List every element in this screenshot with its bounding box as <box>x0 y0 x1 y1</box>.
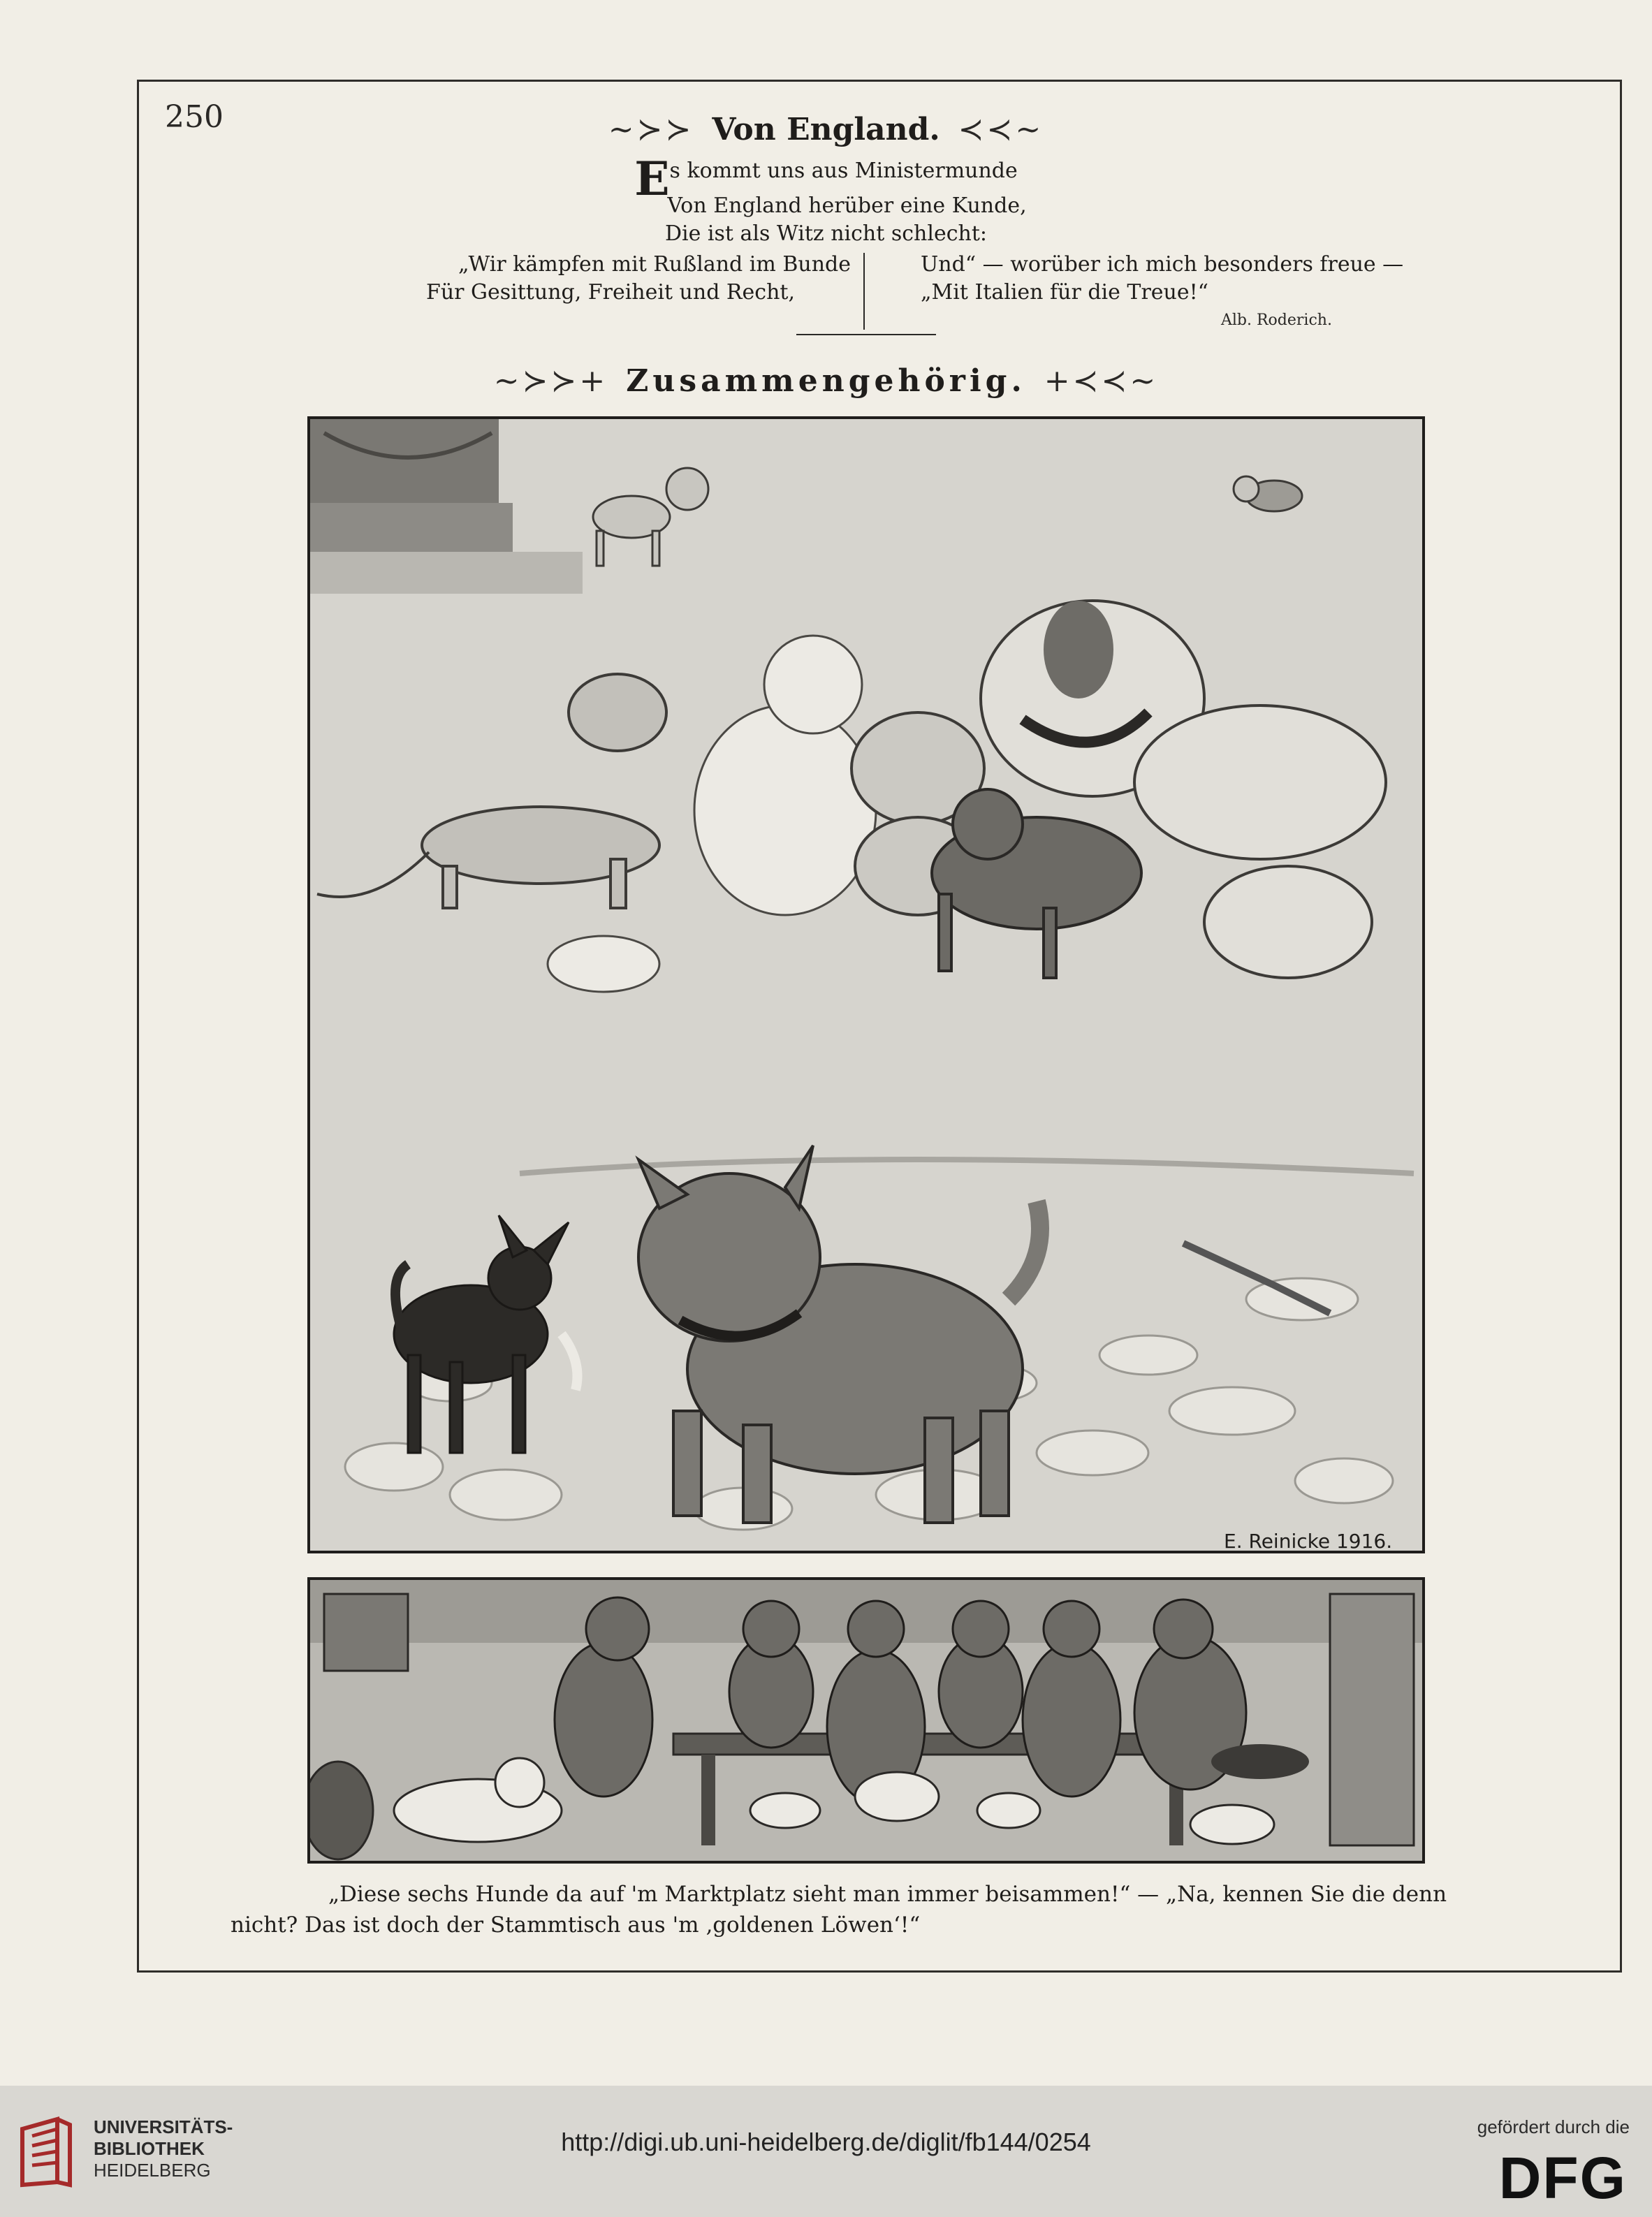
stammtisch-drawing <box>310 1580 1422 1861</box>
section-rule <box>796 334 936 335</box>
stammtisch-illustration <box>307 1577 1425 1864</box>
column-divider <box>863 253 865 330</box>
poem-right-col-2: „Mit Italien für die Treue!“ <box>921 280 1209 305</box>
poem-line-1-text: s kommt uns aus Ministermunde <box>669 159 1018 183</box>
cartoon-title-line <box>0 363 1652 399</box>
library-name-line3: HEIDELBERG <box>94 2160 211 2181</box>
library-footer <box>0 2086 1652 2217</box>
poem-right-col-1: Und“ — worüber ich mich besonders freue — <box>921 252 1404 277</box>
caption-line-1: „Diese sechs Hunde da auf 'm Marktplatz sieht man immer beisammen!“ — „Na, kennen Sie die denn <box>328 1882 1447 1907</box>
caption-line-2: nicht? Das ist doch der Stammtisch aus 'm ‚goldenen Löwen‘!“ <box>231 1912 921 1938</box>
artist-signature: E. Reinicke 1916. <box>1224 1530 1393 1553</box>
ornament-right: ≺≺~ <box>958 112 1044 147</box>
page-number: 250 <box>165 99 224 135</box>
ornament-right: +≺≺~ <box>1044 363 1159 399</box>
ornament-left: ~≻≻+ <box>493 363 608 399</box>
digital-url-link[interactable]: http://digi.ub.uni-heidelberg.de/diglit/fb144/0254 <box>561 2128 1091 2156</box>
dogs-drawing <box>310 419 1422 1551</box>
library-name-line2: BIBLIOTHEK <box>94 2138 205 2159</box>
poem-line-2: Von England herüber eine Kunde, <box>667 193 1027 218</box>
ornament-left: ~≻≻ <box>608 112 694 147</box>
funding-label: gefördert durch die <box>1477 2116 1630 2137</box>
library-name-line1: UNIVERSITÄTS- <box>94 2116 233 2137</box>
drop-initial: E <box>634 152 670 206</box>
poem-title: Von England. <box>712 112 940 147</box>
dogs-illustration <box>307 416 1425 1553</box>
poem-author: Alb. Roderich. <box>1221 312 1332 329</box>
poem-title-line <box>0 112 1652 147</box>
poem-left-col-1: „Wir kämpfen mit Rußland im Bunde <box>458 252 851 277</box>
dfg-logo[interactable]: DFG <box>1498 2145 1627 2211</box>
cartoon-title: Zusammengehörig. <box>626 363 1026 399</box>
poem-line-3: Die ist als Witz nicht schlecht: <box>664 221 987 246</box>
poem-left-col-2: Für Gesittung, Freiheit und Recht, <box>426 280 795 305</box>
